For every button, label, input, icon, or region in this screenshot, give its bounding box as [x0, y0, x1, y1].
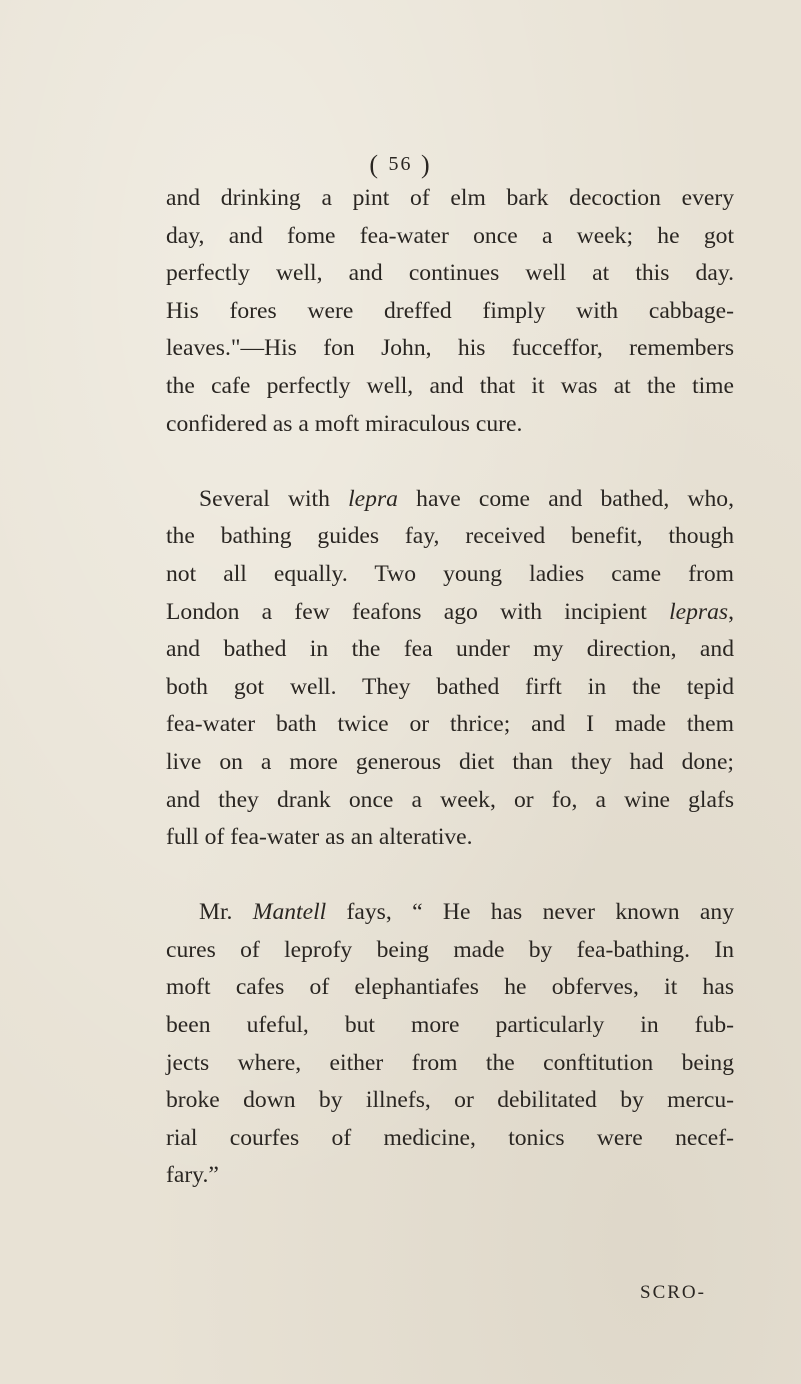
text-line: jects where, either from the conftitution being [166, 1049, 734, 1076]
text-line [166, 481, 734, 519]
text-line: and they drank once a week, or fo, a wine glafs [166, 786, 734, 813]
paragraph-gap [166, 443, 734, 481]
text-run: have come and bathed, who, [397, 485, 734, 512]
text-line: fea-water bath twice or thrice; and I made them [166, 711, 734, 738]
text-run: fays, “ He has never known any [326, 899, 734, 926]
text-line: perfectly well, and continues well at this day. [166, 260, 734, 287]
text-line [166, 894, 734, 932]
text-line [166, 594, 734, 632]
text-run: London a few feafons ago with incipient [166, 598, 670, 625]
text-line: fary.” [166, 1162, 219, 1189]
text-line: live on a more generous diet than they had done; [166, 748, 734, 775]
body-text [166, 180, 734, 1195]
text-line: confidered as a moft miraculous cure. [166, 410, 523, 437]
text-line: His fores were dreffed fimply with cabbage- [166, 297, 734, 324]
text-line: the bathing guides fay, received benefit, though [166, 523, 734, 550]
paragraph-1 [166, 180, 734, 443]
folio-number: 56 [388, 153, 413, 175]
text-line: broke down by illnefs, or debilitated by mercu- [166, 1087, 734, 1114]
text-run: , [728, 598, 734, 625]
italic-term: lepra [348, 485, 398, 512]
paragraph-gap [166, 857, 734, 895]
italic-name: Mantell [252, 899, 327, 926]
paragraph-3 [166, 894, 734, 1195]
text-line: the cafe perfectly well, and that it was at the time [166, 372, 734, 399]
text-run: Several with [199, 485, 349, 512]
text-line: leaves."—His fon John, his fucceffor, remembers [166, 335, 734, 362]
text-line: moft cafes of elephantiafes he obferves, it has [166, 974, 734, 1001]
text-line: not all equally. Two young ladies came from [166, 560, 734, 587]
page-number [0, 150, 801, 180]
catchword: SCRO- [640, 1282, 706, 1303]
text-line: day, and fome fea-water once a week; he got [166, 222, 734, 249]
text-line: both got well. They bathed firft in the tepid [166, 673, 734, 700]
italic-term: lepras [669, 598, 729, 625]
text-line: been ufeful, but more particularly in fub- [166, 1012, 734, 1039]
folio-open: ( [369, 150, 389, 179]
paragraph-2 [166, 481, 734, 857]
text-line: full of fea-water as an alterative. [166, 824, 473, 851]
text-line: rial courfes of medicine, tonics were necef- [166, 1124, 734, 1151]
text-line: cures of leprofy being made by fea-bathing. In [166, 936, 734, 963]
folio-close: ) [412, 150, 432, 179]
text-line: and drinking a pint of elm bark decoction every [166, 185, 734, 211]
text-line: and bathed in the fea under my direction, and [166, 636, 734, 663]
text-run: Mr. [199, 899, 253, 926]
